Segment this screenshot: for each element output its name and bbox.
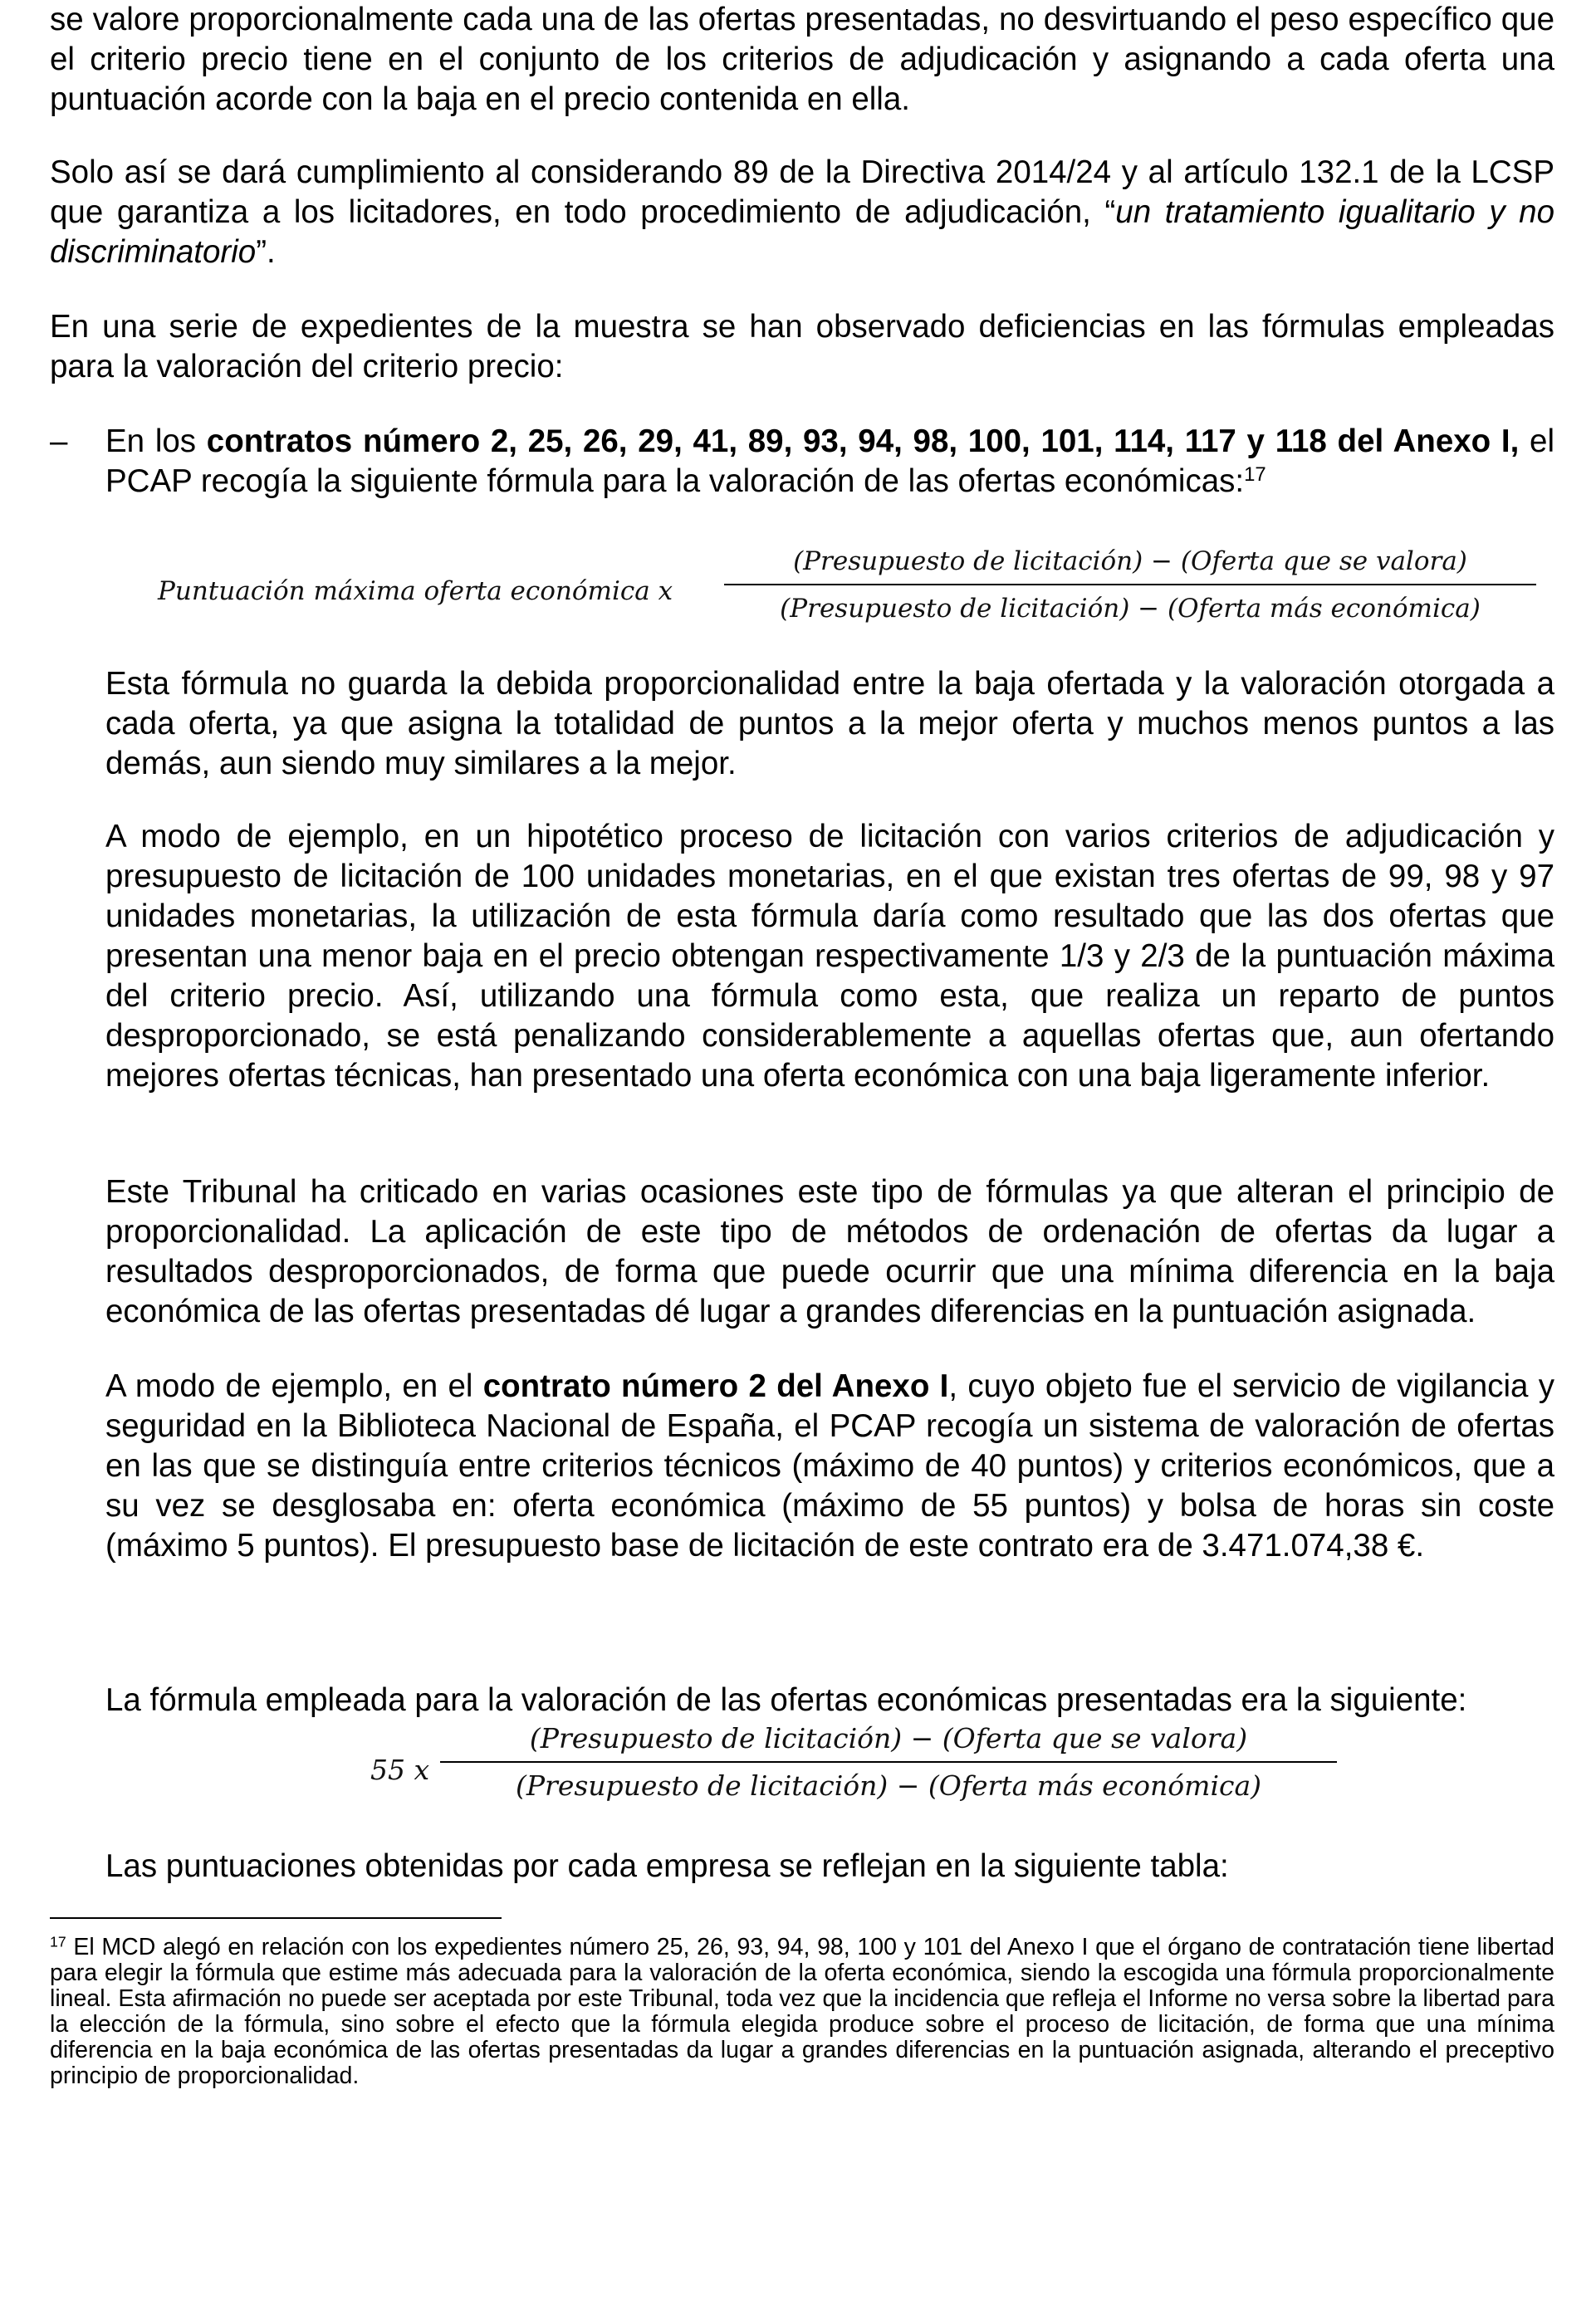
- bullet-body: el PCAP recogía la siguiente fórmula para la valoración de las ofertas económicas:: [105, 423, 1555, 499]
- paragraph-2-text: Solo así se dará cumplimiento al considerando 89 de la Directiva 2014/24 y al artículo 132.1 de la LCSP que garantiza a los licitadores, en todo procedimiento de adjudicación, “: [50, 154, 1554, 230]
- paragraph-1: se valore proporcionalmente cada una de las ofertas presentadas, no desvirtuando el peso específico que el criterio precio tiene en el conjunto de los criterios de adjudicación y asignando a cada oferta una puntuación acorde con la baja en el precio contenida en ella.: [50, 2, 1554, 117]
- paragraph-2-italic: un tratamiento igualitario y no discriminatorio: [50, 194, 1554, 270]
- dash-bullet-icon: –: [50, 423, 68, 459]
- formula-2-fraction: [440, 1719, 1337, 1806]
- formula-2: [50, 1719, 1554, 1810]
- formula-1-numerator: (Presupuesto de licitación) − (Oferta que se valora): [793, 546, 1467, 576]
- paragraph-4: Esta fórmula no guarda la debida proporcionalidad entre la baja ofertada y la valoración otorgada a cada oferta, ya que asigna la totalidad de puntos a la mejor oferta y muchos menos puntos a las demás, aun siendo muy similares a la mejor.: [105, 666, 1554, 781]
- paragraph-8: La fórmula empleada para la valoración de las ofertas económicas presentadas era la siguiente:: [105, 1682, 1467, 1718]
- footnote-ref[interactable]: 17: [1244, 462, 1266, 486]
- footnote-number: 17: [50, 1933, 66, 1950]
- bullet-contracts-bold: contratos número 2, 25, 26, 29, 41, 89, 93, 94, 98, 100, 101, 114, 117 y 118 del Anexo I,: [206, 423, 1520, 459]
- formula-1: [50, 541, 1554, 633]
- formula-2-numerator: (Presupuesto de licitación) − (Oferta que se valora): [529, 1722, 1248, 1754]
- footnote: [50, 1935, 1554, 2089]
- paragraph-7-bold: contrato número 2 del Anexo I: [482, 1368, 949, 1404]
- paragraph-7-text: , cuyo objeto fue el servicio de vigilancia y seguridad en la Biblioteca Nacional de España, el PCAP recogía un sistema de valoración de ofertas en las que se distinguía entre criterios técnicos (máximo de 40 puntos) y criterios económicos, que a su vez se desglosaba en: oferta económica (máximo de 55 puntos) y bolsa de horas sin coste (máximo 5 puntos). El presupuesto base de licitación de este contrato era de 3.471.074,38 €.: [105, 1368, 1554, 1564]
- paragraph-7-prefix: A modo de ejemplo, en el: [105, 1368, 483, 1404]
- footnote-text: El MCD alegó en relación con los expedientes número 25, 26, 93, 94, 98, 100 y 101 del Anexo I que el órgano de contratación tiene libertad para elegir la fórmula que estime más adecuada para la valoración de la oferta económica, siendo la escogida una fórmula proporcionalmente lineal. Esta afirmación no puede ser aceptada por este Tribunal, toda vez que la incidencia que refleja el Informe no versa sobre la libertad para la elección de la fórmula, sino sobre el efecto que la fórmula elegida produce sobre el proceso de licitación, de forma que una mínima diferencia en la baja económica de las ofertas presentadas da lugar a grandes diferencias en la puntuación asignada, alterando el preceptivo principio de proporcionalidad.: [50, 1934, 1554, 2089]
- formula-1-fraction-bar: [724, 584, 1536, 585]
- formula-1-fraction: [724, 541, 1536, 629]
- formula-1-denominator: (Presupuesto de licitación) − (Oferta más económica): [780, 594, 1481, 624]
- formula-2-denominator: (Presupuesto de licitación) − (Oferta más económica): [515, 1769, 1262, 1802]
- paragraph-6: Este Tribunal ha criticado en varias ocasiones este tipo de fórmulas ya que alteran el principio de proporcionalidad. La aplicación de este tipo de métodos de ordenación de ofertas da lugar a resultados desproporcionados, de forma que puede ocurrir que una mínima diferencia en la baja económica de las ofertas presentadas dé lugar a grandes diferencias en la puntuación asignada.: [105, 1174, 1554, 1329]
- footnote-separator: [50, 1917, 502, 1919]
- paragraph-5: A modo de ejemplo, en un hipotético proceso de licitación con varios criterios de adjudicación y presupuesto de licitación de 100 unidades monetarias, en el que existan tres ofertas de 99, 98 y 97 unidades monetarias, la utilización de esta fórmula daría como resultado que las dos ofertas que presentan una menor baja en el precio obtengan respectivamente 1/3 y 2/3 de la puntuación máxima del criterio precio. Así, utilizando una fórmula como esta, que realiza un reparto de puntos desproporcionado, se está penalizando considerablemente a aquellas ofertas que, aun ofertando mejores ofertas técnicas, han presentado una oferta económica con una baja ligeramente inferior.: [105, 819, 1554, 1094]
- formula-1-lead: Puntuación máxima oferta económica x: [158, 576, 673, 606]
- paragraph-2-end: ”.: [256, 234, 276, 270]
- paragraph-7: [105, 1367, 1554, 1566]
- bullet-prefix: En los: [105, 423, 207, 459]
- bullet-text: [105, 422, 1554, 502]
- formula-2-lead: 55 x: [370, 1754, 430, 1786]
- paragraph-2: [50, 153, 1554, 272]
- paragraph-3: En una serie de expedientes de la muestra se han observado deficiencias en las fórmulas empleadas para la valoración del criterio precio:: [50, 309, 1554, 384]
- paragraph-9: Las puntuaciones obtenidas por cada empresa se reflejan en la siguiente tabla:: [105, 1848, 1229, 1884]
- formula-2-fraction-bar: [440, 1761, 1337, 1763]
